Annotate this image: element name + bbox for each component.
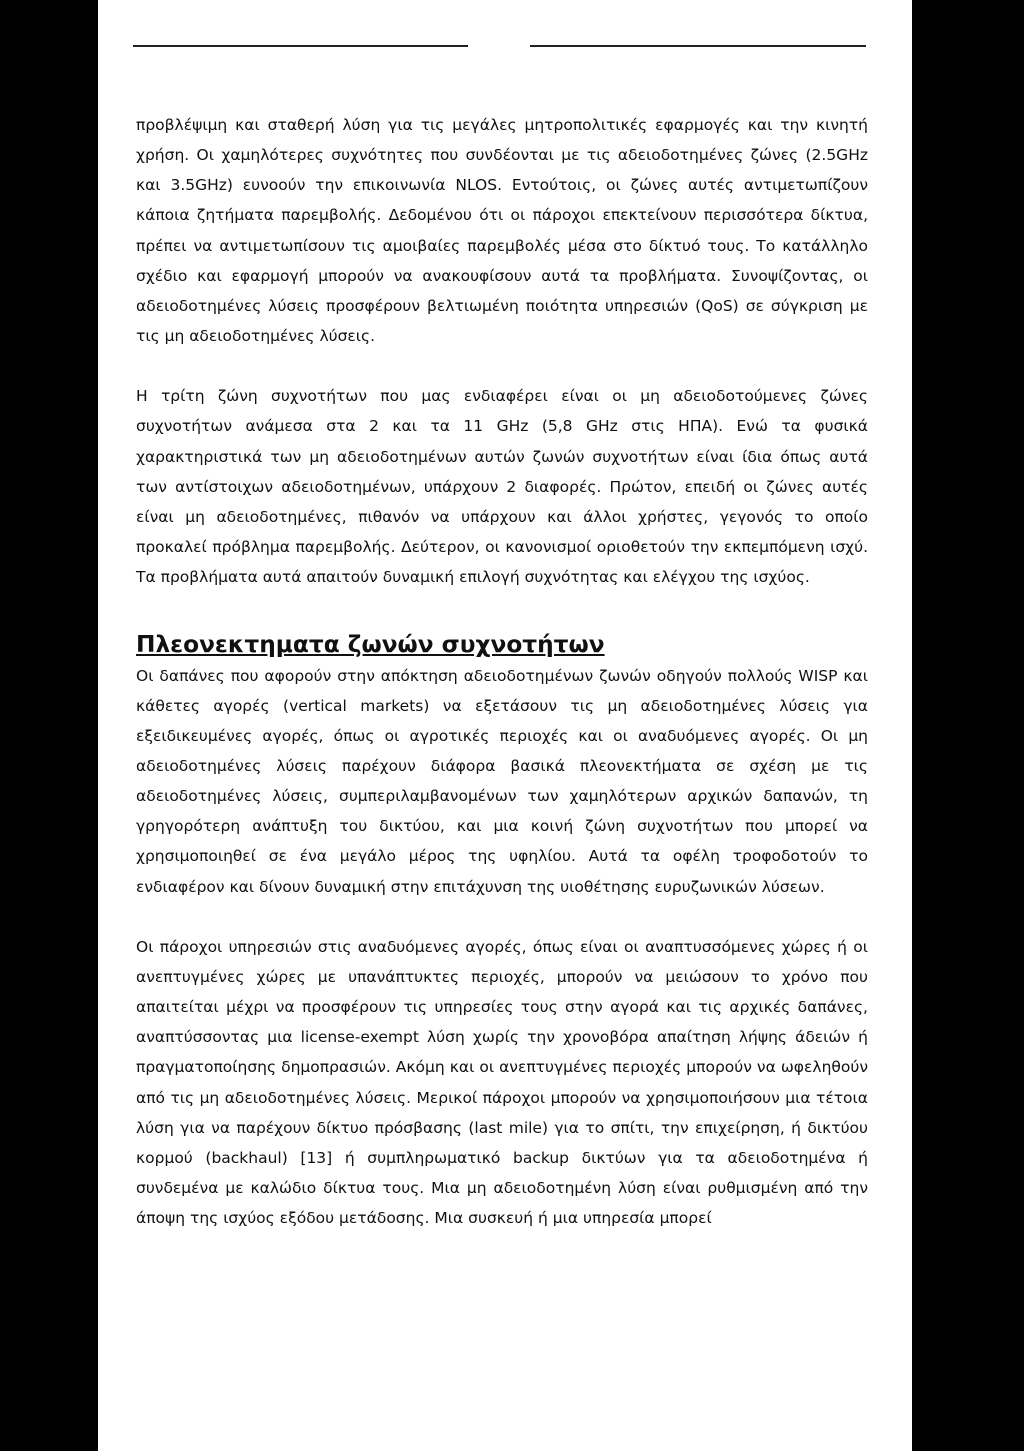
section-gap	[136, 592, 868, 630]
header-rule-left	[133, 45, 468, 47]
paragraph-unlicensed-band: Η τρίτη ζώνη συχνοτήτων που μας ενδιαφέρει είναι οι μη αδειοδοτούμενες ζώνες συχνοτήτων ανάμεσα στα 2 και τα 11 GHz (5,8 GHz στις ΗΠΑ). Ενώ τα φυσικά χαρακτηριστικά των μη αδειοδοτημένων αυτών ζωνών συχνοτήτων είναι ίδια όπως αυτά των αντίστοιχων αδειοδοτημένων, υπάρχουν 2 διαφορές. Πρώτον, επειδή οι ζώνες αυτές είναι μη αδειοδοτημένες, πιθανόν να υπάρχουν και άλλοι χρήστες, γεγονός το οποίο προκαλεί πρόβλημα παρεμβολής. Δεύτερον, οι κανονισμοί οριοθετούν την εκπεμπόμενη ισχύ. Τα προβλήματα αυτά απαιτούν δυναμική επιλογή συχνότητας και ελέγχου της ισχύος.	[136, 387, 868, 587]
paragraph-emerging-markets: Οι πάροχοι υπηρεσιών στις αναδυόμενες αγορές, όπως είναι οι αναπτυσσόμενες χώρες ή οι ανεπτυγμένες χώρες με υπανάπτυκτες περιοχές, μπορούν να μειώσουν το χρόνο που απαιτείται μέχρι να προσφέρουν τις υπηρεσίες τους στην αγορά και τις αρχικές δαπάνες, αναπτύσσοντας μια license-exempt λύση χωρίς την χρονοβόρα απαίτηση λήψης άδειών ή πραγματοποίησης δημοπρασιών. Ακόμη και οι ανεπτυγμένες περιοχές μπορούν να ωφεληθούν από τις μη αδειοδοτημένες λύσεις. Μερικοί πάροχοι μπορούν να χρησιμοποιήσουν μια τέτοια λύση για να παρέχουν δίκτυο πρόσβασης (last mile) για το σπίτι, την επιχείρηση, ή δικτύου κορμού (backhaul) [13] ή συμπληρωματικό backup δικτύων για τα αδειοδοτημένα ή συνδεμένα με καλώδιο δίκτυα τους. Μια μη αδειοδοτημένη λύση είναι ρυθμισμένη από την άποψη της ισχύος εξόδου μετάδοσης. Μια συσκευή ή μια υπηρεσία μπορεί	[136, 937, 868, 1228]
header-rule-right	[530, 45, 866, 47]
document-page	[98, 0, 912, 1451]
section-heading: Πλεονεκτηματα ζωνών συχνοτήτων	[136, 631, 605, 659]
paragraph-gap	[136, 902, 868, 932]
paragraph-advantages: Οι δαπάνες που αφορούν στην απόκτηση αδειοδοτημένων ζωνών οδηγούν πολλούς WISP και κάθετες αγορές (vertical markets) να εξετάσουν τις μη αδειοδοτημένες λύσεις για εξειδικευμένες αγορές, όπως οι αγροτικές περιοχές και οι αναδυόμενες αγορές. Οι μη αδειοδοτημένες λύσεις παρέχουν διάφορα βασικά πλεονεκτήματα σε σχέση με τις αδειοδοτημένες λύσεις, συμπεριλαμβανομένων των χαμηλότερων αρχικών δαπανών, τη γρηγορότερη ανάπτυξη του δικτύου, και μια κοινή ζώνη συχνοτήτων που μπορεί να χρησιμοποιηθεί σε ένα μεγάλο μέρος της υφηλίου. Αυτά τα οφέλη τροφοδοτούν το ενδιαφέρον και δίνουν δυναμική στην επιτάχυνση της υιοθέτησης ευρυζωνικών λύσεων.	[136, 666, 868, 896]
paragraph-gap	[136, 351, 868, 381]
document-body	[136, 110, 868, 1233]
paragraph-licensed-solutions: προβλέψιμη και σταθερή λύση για τις μεγάλες μητροπολιτικές εφαρμογές και την κινητή χρήση. Οι χαμηλότερες συχνότητες που συνδέονται με τις αδειοδοτημένες ζώνες (2.5GHz και 3.5GHz) ευνοούν την επικοινωνία NLOS. Εντούτοις, οι ζώνες αυτές αντιμετωπίζουν κάποια ζητήματα παρεμβολής. Δεδομένου ότι οι πάροχοι επεκτείνουν περισσότερα δίκτυα, πρέπει να αντιμετωπίσουν τις αμοιβαίες παρεμβολές μέσα στο δίκτυό τους. Το κατάλληλο σχέδιο και εφαρμογή μπορούν να ανακουφίσουν αυτά τα προβλήματα. Συνοψίζοντας, οι αδειοδοτημένες λύσεις προσφέρουν βελτιωμένη ποιότητα υπηρεσιών (QoS) σε σύγκριση με τις μη αδειοδοτημένες λύσεις.	[136, 116, 868, 346]
